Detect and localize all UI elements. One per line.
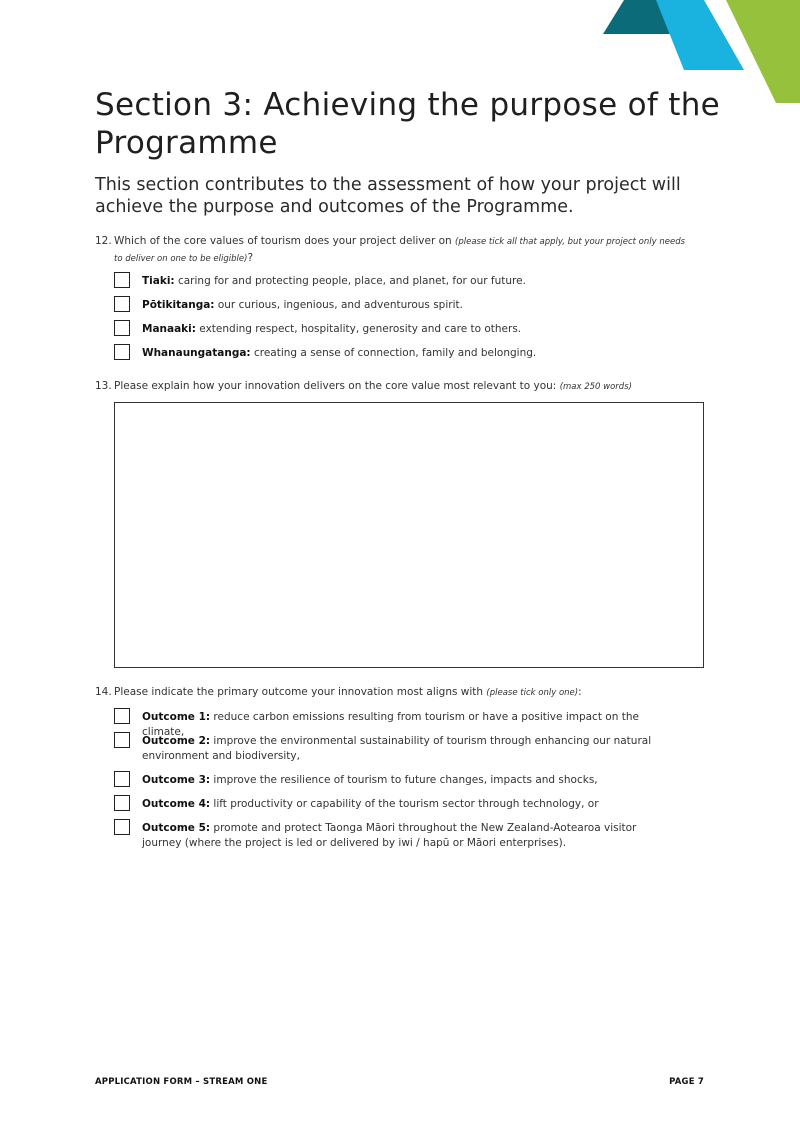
question-text: Which of the core values of tourism does your project deliver on <box>114 235 452 247</box>
option-desc: improve the resilience of tourism to future changes, impacts and shocks, <box>210 774 598 786</box>
core-value-option-potikitanga <box>114 298 674 313</box>
option-desc: promote and protect Taonga Māori throughout the New Zealand-Aotearoa visitor journey (where the project is led or delivered by iwi / hapū or Māori enterprises). <box>142 822 637 849</box>
question-number: 14. <box>95 686 112 698</box>
outcome-4-checkbox[interactable] <box>114 795 130 811</box>
outcome-option-4 <box>114 797 674 812</box>
option-term: Outcome 3: <box>142 774 211 786</box>
outcome-2-checkbox[interactable] <box>114 732 130 748</box>
outcome-1-checkbox[interactable] <box>114 708 130 724</box>
core-value-answer-box[interactable] <box>114 402 704 668</box>
outcome-3-checkbox[interactable] <box>114 771 130 787</box>
corner-shape-blue <box>656 0 744 70</box>
option-term: Manaaki: <box>142 323 196 335</box>
question-number: 13. <box>95 380 112 392</box>
question-12 <box>95 233 695 267</box>
option-term: Outcome 4: <box>142 798 211 810</box>
outcome-5-checkbox[interactable] <box>114 819 130 835</box>
core-value-option-tiaki <box>114 274 674 289</box>
whanaungatanga-checkbox[interactable] <box>114 344 130 360</box>
option-term: Pōtikitanga: <box>142 299 215 311</box>
option-desc: reduce carbon emissions resulting from tourism or have a positive impact on the climate, <box>142 711 639 738</box>
corner-shape-green <box>726 0 800 103</box>
option-desc: creating a sense of connection, family and belonging. <box>250 347 537 359</box>
option-desc: our curious, ingenious, and adventurous spirit. <box>214 299 463 311</box>
option-term: Tiaki: <box>142 275 175 287</box>
question-note: (please tick only one) <box>486 688 579 698</box>
question-text: Please indicate the primary outcome your innovation most aligns with <box>114 686 484 698</box>
corner-shape-teal <box>603 0 704 34</box>
option-desc: improve the environmental sustainability of tourism through enhancing our natural environment and biodiversity, <box>142 735 652 762</box>
question-number: 12. <box>95 235 112 247</box>
core-value-option-whanaungatanga <box>114 346 674 361</box>
manaaki-checkbox[interactable] <box>114 320 130 336</box>
potikitanga-checkbox[interactable] <box>114 296 130 312</box>
outcome-option-3 <box>114 773 674 788</box>
question-13 <box>95 378 695 395</box>
question-suffix: : <box>578 686 582 698</box>
page-title: Section 3: Achieving the purpose of the Programme <box>95 87 721 161</box>
core-value-option-manaaki <box>114 322 674 337</box>
question-note: (please tick all that apply, but your project only needs to deliver on one to be eligible) <box>114 237 686 264</box>
footer-form-name: APPLICATION FORM – STREAM ONE <box>95 1077 268 1087</box>
option-term: Outcome 1: <box>142 711 211 723</box>
option-term: Outcome 5: <box>142 822 211 834</box>
question-note: (max 250 words) <box>559 382 632 392</box>
option-term: Whanaungatanga: <box>142 347 251 359</box>
tiaki-checkbox[interactable] <box>114 272 130 288</box>
question-suffix: ? <box>247 252 254 264</box>
option-term: Outcome 2: <box>142 735 211 747</box>
outcome-option-2 <box>114 734 674 764</box>
question-14 <box>95 684 695 701</box>
footer-page-number: PAGE 7 <box>669 1077 704 1087</box>
option-desc: extending respect, hospitality, generosity and care to others. <box>195 323 522 335</box>
option-desc: lift productivity or capability of the tourism sector through technology, or <box>210 798 599 810</box>
outcome-option-5 <box>114 821 674 851</box>
option-desc: caring for and protecting people, place, and planet, for our future. <box>174 275 526 287</box>
section-intro: This section contributes to the assessment of how your project will achieve the purpose and outcomes of the Programme. <box>95 175 681 217</box>
question-text: Please explain how your innovation delivers on the core value most relevant to you: <box>114 380 557 392</box>
